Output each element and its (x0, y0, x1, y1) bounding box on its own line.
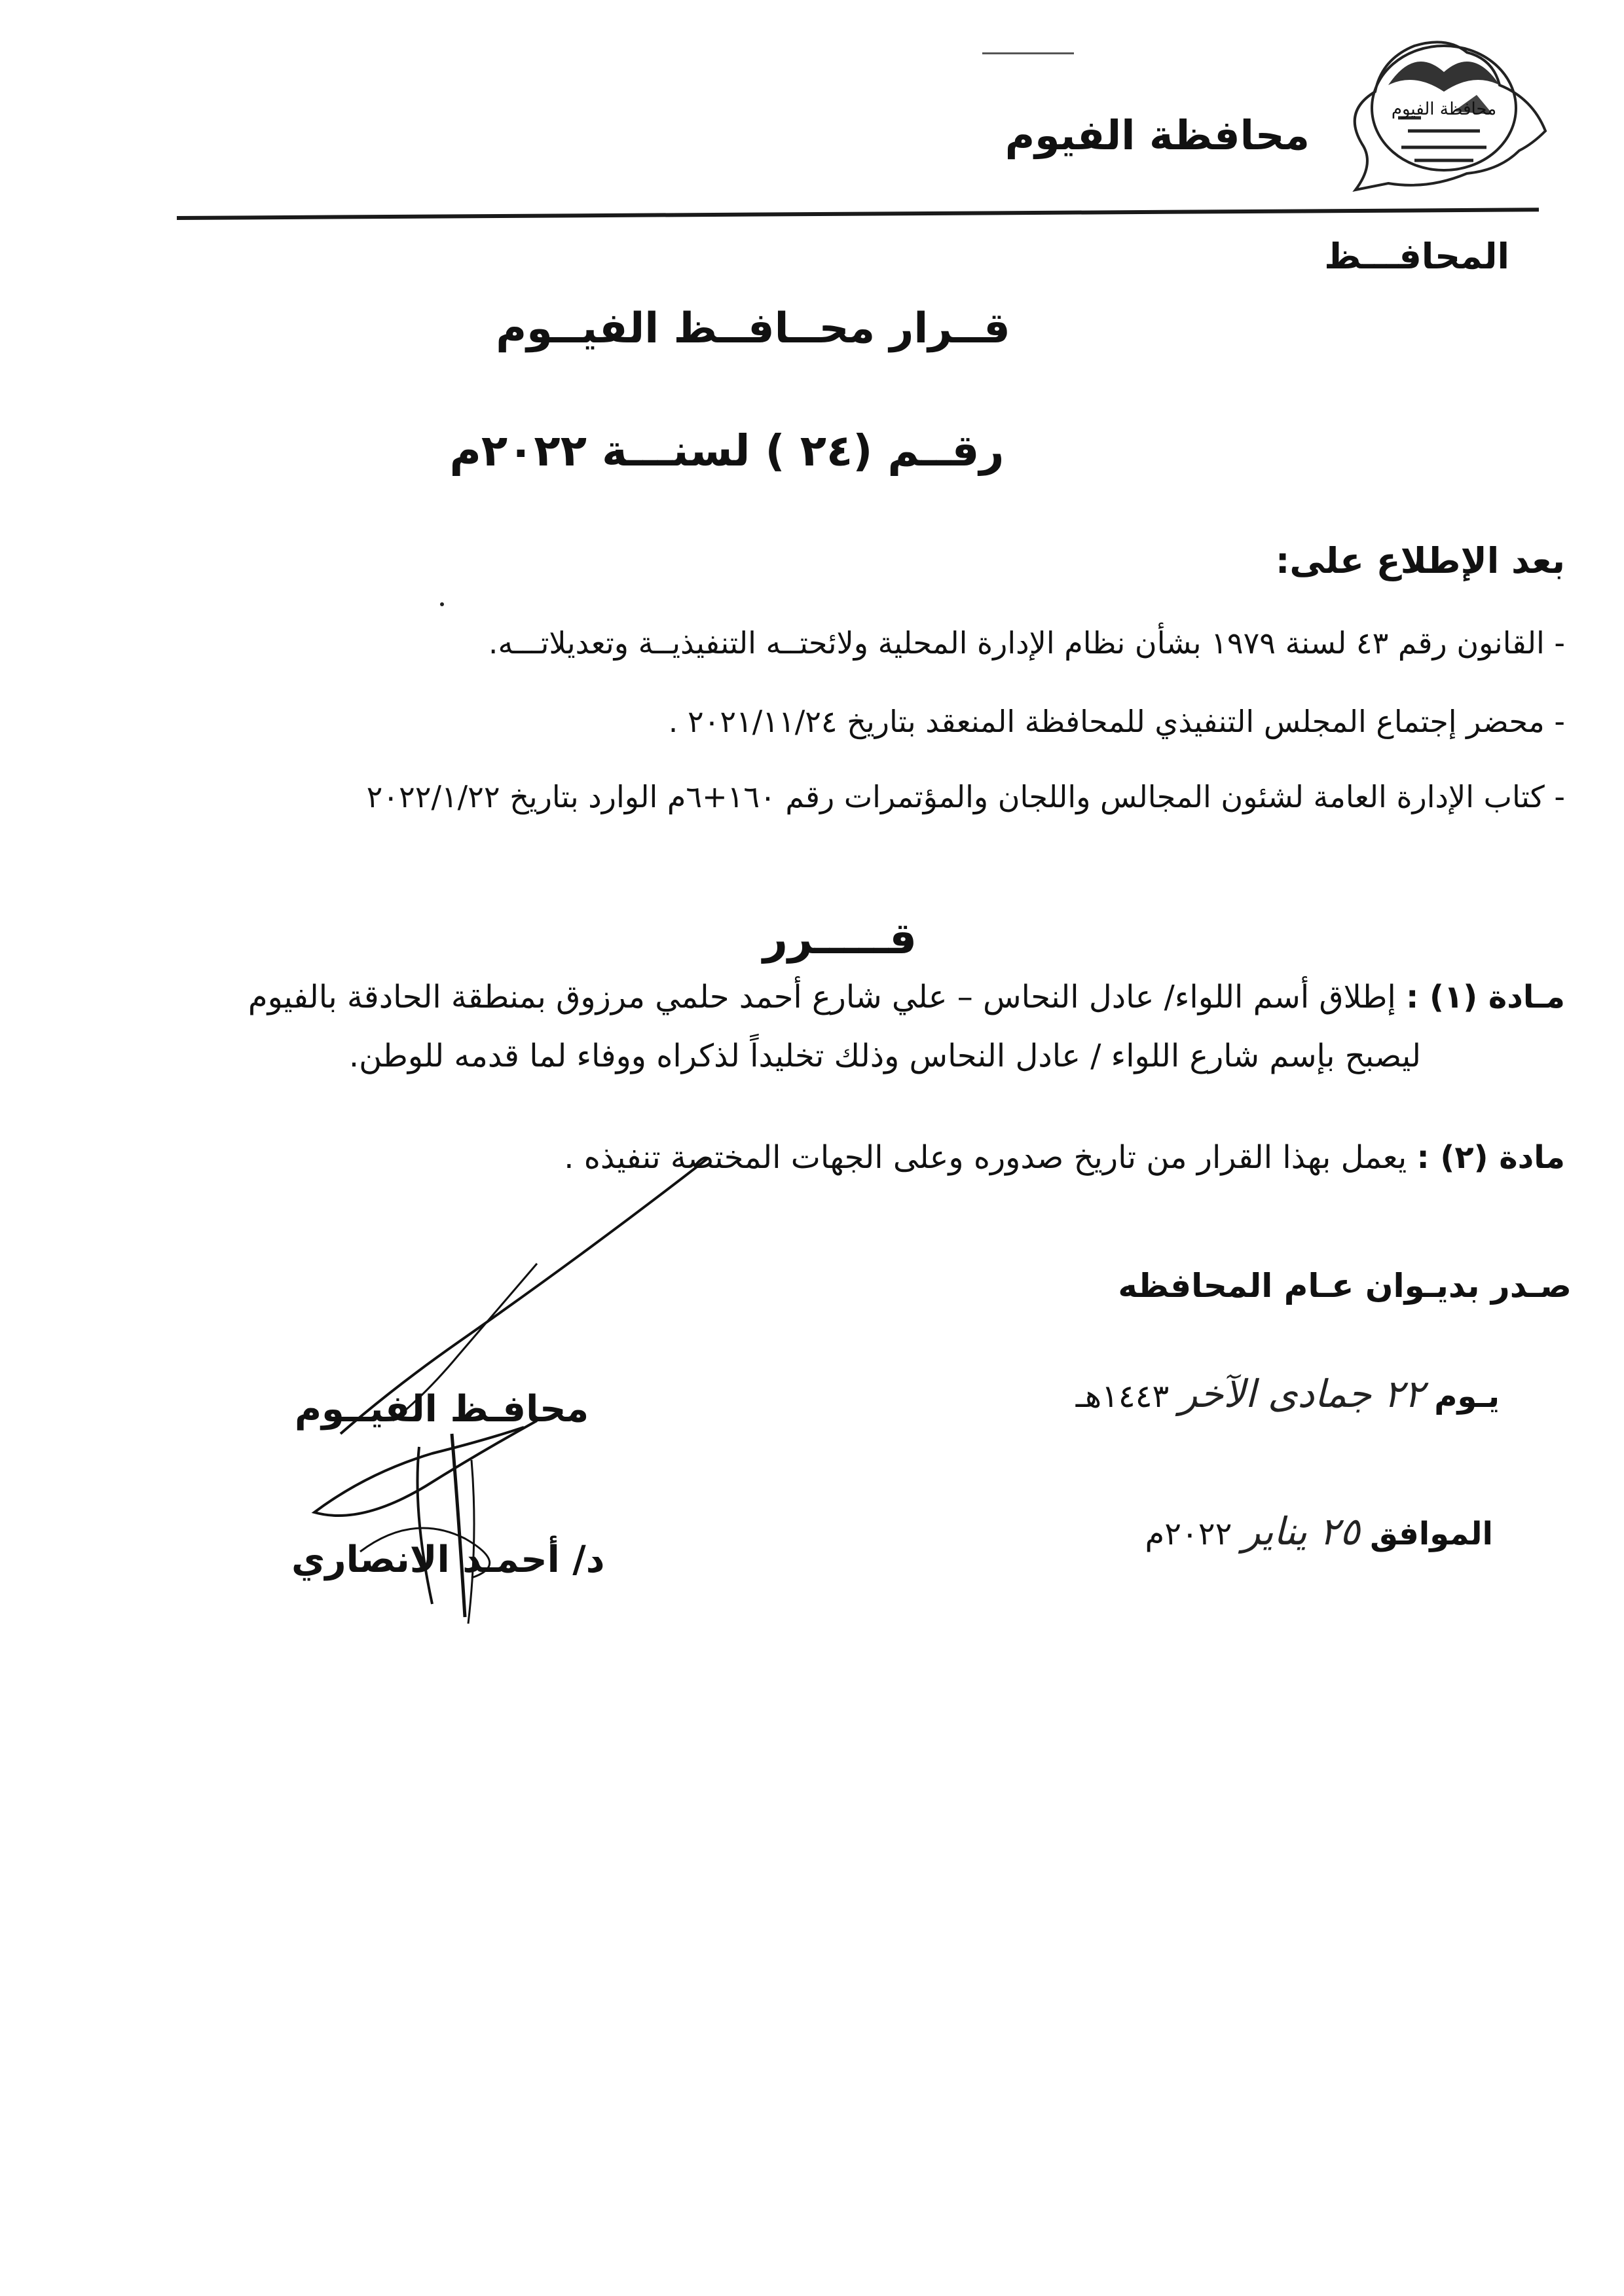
decision-title: قــرار محــافــظ الفيــوم (496, 304, 1010, 353)
issued-at: صـدر بديـوان عـام المحافظه (1118, 1267, 1572, 1305)
scan-mark (982, 52, 1074, 54)
day-handwritten: ٢٢ جمادى الآخر (1179, 1372, 1425, 1416)
preamble-item: - كتاب الإدارة العامة لشئون المجالس واللجان والمؤتمرات رقم ١٦٠+٦م الوارد بتاريخ ٢٠٢٢/١/٢٢ (366, 779, 1565, 814)
article-1-continuation: ليصبح بإسم شارع اللواء / عادل النحاس وذلك تخليداً لذكراه ووفاء لما قدمه للوطن. (348, 1038, 1421, 1074)
agree-label: الموافق (1370, 1516, 1493, 1552)
greg-year: ٢٠٢٢م (1145, 1516, 1232, 1552)
article-2 (564, 1139, 1565, 1176)
hijri-date (1076, 1372, 1500, 1416)
preamble-item: - القانون رقم ٤٣ لسنة ١٩٧٩ بشأن نظام الإدارة المحلية ولائحتــه التنفيذيــة وتعديلاتـــه. (488, 625, 1565, 661)
article-1-label: مـادة (١) : (1406, 979, 1565, 1015)
governorate-logo-icon (1336, 33, 1552, 196)
office-label: المحافـــظ (1324, 236, 1509, 277)
article-1 (248, 979, 1565, 1015)
gregorian-date (1145, 1509, 1494, 1554)
signatory-name: د/ أحمـد الانصاري (291, 1539, 605, 1581)
svg-text:محافظة الفيوم: محافظة الفيوم (1391, 100, 1497, 119)
day-label: يـوم (1434, 1378, 1500, 1415)
article-2-label: مادة (٢) : (1416, 1139, 1565, 1176)
governorate-name: محافظة الفيوم (1005, 111, 1310, 159)
decision-number: رقــم (٢٤ ) لسنـــة ٢٠٢٢م (449, 426, 1005, 476)
decided-heading: قـــــرر (763, 913, 917, 964)
preamble-heading: بعد الإطلاع على: (1275, 540, 1565, 581)
signatory-title: محافـظ الفيــوم (295, 1388, 589, 1430)
article-2-text: يعمل بهذا القرار من تاريخ صدوره وعلى الجهات المختصة تنفيذه . (564, 1139, 1407, 1176)
hijri-year: ١٤٤٣هـ (1075, 1378, 1170, 1415)
agree-handwritten: ٢٥ يناير (1242, 1509, 1360, 1554)
preamble-item: - محضر إجتماع المجلس التنفيذي للمحافظة المنعقد بتاريخ ٢٠٢١/١١/٢٤ . (668, 704, 1565, 739)
ink-dot (440, 602, 444, 606)
article-1-text: إطلاق أسم اللواء/ عادل النحاس – علي شارع أحمد حلمي مرزوق بمنطقة الحادقة بالفيوم (248, 979, 1396, 1015)
header-rule (177, 208, 1539, 220)
